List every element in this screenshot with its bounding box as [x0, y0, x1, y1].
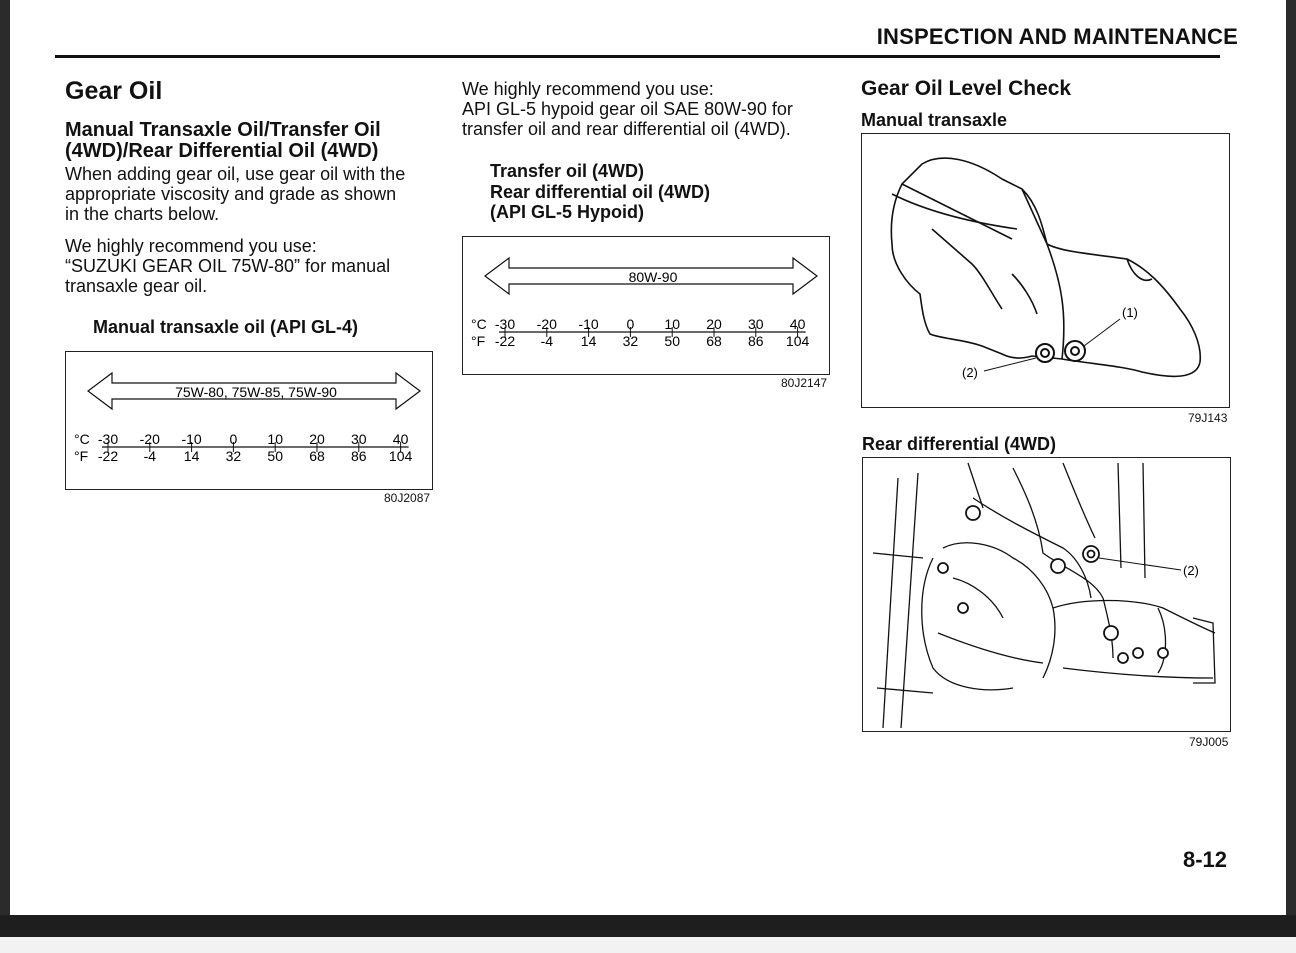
text-line: “SUZUKI GEAR OIL 75W-80” for manual	[65, 256, 391, 276]
callout-label-2: (2)	[962, 365, 978, 380]
section-header: INSPECTION AND MAINTENANCE	[876, 24, 1238, 49]
rear-differential-figure	[862, 457, 1231, 732]
text-line: appropriate viscosity and grade as shown	[65, 184, 397, 204]
caption-line: (API GL-5 Hypoid)	[490, 202, 644, 222]
page-number: 8-12	[1183, 847, 1228, 872]
celsius-tick-label: -10	[578, 316, 599, 332]
recommendation-paragraph	[65, 236, 435, 296]
viscosity-chart-gl4	[65, 351, 433, 490]
fahrenheit-unit: °F	[74, 448, 89, 464]
viscosity-chart-gl5	[462, 236, 830, 375]
viewer-footer-strip	[0, 937, 1296, 953]
subtitle-line: (4WD)/Rear Differential Oil (4WD)	[65, 140, 379, 162]
transaxle-illustration	[862, 134, 1229, 407]
celsius-tick-label: 20	[309, 431, 325, 447]
fahrenheit-unit: °F	[471, 333, 486, 349]
celsius-tick-label: -20	[536, 316, 557, 332]
chart-caption-2	[490, 161, 710, 223]
fahrenheit-tick-label: 68	[706, 333, 722, 349]
celsius-tick-label: 0	[626, 316, 635, 332]
text-line: When adding gear oil, use gear oil with the	[65, 164, 406, 184]
fahrenheit-tick-label: 32	[225, 448, 242, 464]
celsius-tick-label: 40	[789, 316, 806, 332]
oil-grade-label: 80W-90	[628, 269, 678, 285]
figure-code: 79J143	[1188, 411, 1228, 425]
header-rule	[55, 55, 1220, 58]
text-line: We highly recommend you use:	[65, 236, 317, 256]
oil-grade-label: 75W-80, 75W-85, 75W-90	[175, 384, 337, 400]
caption-line: Transfer oil (4WD)	[490, 161, 645, 181]
celsius-tick-label: 0	[229, 431, 238, 447]
fahrenheit-tick-label: 68	[309, 448, 325, 464]
callout-label-2: (2)	[1183, 563, 1199, 578]
caption-line: Rear differential oil (4WD)	[490, 181, 711, 202]
fahrenheit-tick-label: 32	[622, 333, 639, 349]
viewer-bottom-bar	[0, 915, 1296, 937]
fahrenheit-tick-label: 50	[267, 448, 283, 464]
recommendation-paragraph-2	[462, 79, 842, 139]
fahrenheit-tick-label: 104	[785, 333, 810, 349]
fahrenheit-tick-label: -22	[97, 448, 119, 464]
celsius-tick-label: 20	[706, 316, 722, 332]
text-line: in the charts below.	[65, 204, 220, 224]
viscosity-chart-gl4-svg	[66, 352, 432, 489]
celsius-tick-label: -20	[139, 431, 160, 447]
text-line: We highly recommend you use:	[462, 79, 714, 99]
section-title: Gear Oil Level Check	[861, 77, 1072, 100]
page-title: Gear Oil	[65, 77, 163, 105]
fahrenheit-tick-label: -4	[143, 448, 157, 464]
temperature-scale	[471, 316, 809, 349]
text-line: transaxle gear oil.	[65, 276, 208, 296]
fahrenheit-tick-label: 86	[748, 333, 764, 349]
temperature-scale	[74, 431, 412, 464]
instruction-paragraph	[65, 164, 435, 224]
celsius-tick-label: -10	[181, 431, 202, 447]
text-line: API GL-5 hypoid gear oil SAE 80W-90 for	[462, 99, 793, 119]
fahrenheit-tick-label: 14	[183, 448, 200, 464]
celsius-unit: °C	[471, 316, 487, 332]
figure-caption: Rear differential (4WD)	[862, 434, 1057, 454]
celsius-tick-label: 40	[392, 431, 409, 447]
viscosity-chart-gl5-svg	[463, 237, 829, 374]
celsius-tick-label: 10	[267, 431, 283, 447]
subtitle-line: Manual Transaxle Oil/Transfer Oil	[65, 119, 381, 141]
callout-label-1: (1)	[1122, 305, 1138, 320]
celsius-tick-label: 30	[748, 316, 764, 332]
fahrenheit-tick-label: 104	[388, 448, 413, 464]
rear-differential-illustration	[863, 458, 1230, 731]
fahrenheit-tick-label: 86	[351, 448, 367, 464]
figure-code: 79J005	[1189, 735, 1229, 749]
celsius-tick-label: 10	[664, 316, 680, 332]
fahrenheit-tick-label: -4	[540, 333, 554, 349]
fahrenheit-tick-label: 50	[664, 333, 680, 349]
transaxle-figure	[861, 133, 1230, 408]
section-subtitle	[65, 120, 381, 162]
text-line: transfer oil and rear differential oil (4WD).	[462, 119, 791, 139]
celsius-tick-label: -30	[97, 431, 119, 447]
celsius-tick-label: 30	[351, 431, 367, 447]
figure-caption: Manual transaxle	[861, 110, 1008, 130]
celsius-unit: °C	[74, 431, 90, 447]
fahrenheit-tick-label: -22	[494, 333, 516, 349]
celsius-tick-label: -30	[494, 316, 516, 332]
chart-caption: Manual transaxle oil (API GL-4)	[93, 317, 359, 337]
chart-code: 80J2087	[384, 491, 431, 505]
chart-code: 80J2147	[781, 376, 828, 390]
fahrenheit-tick-label: 14	[580, 333, 597, 349]
